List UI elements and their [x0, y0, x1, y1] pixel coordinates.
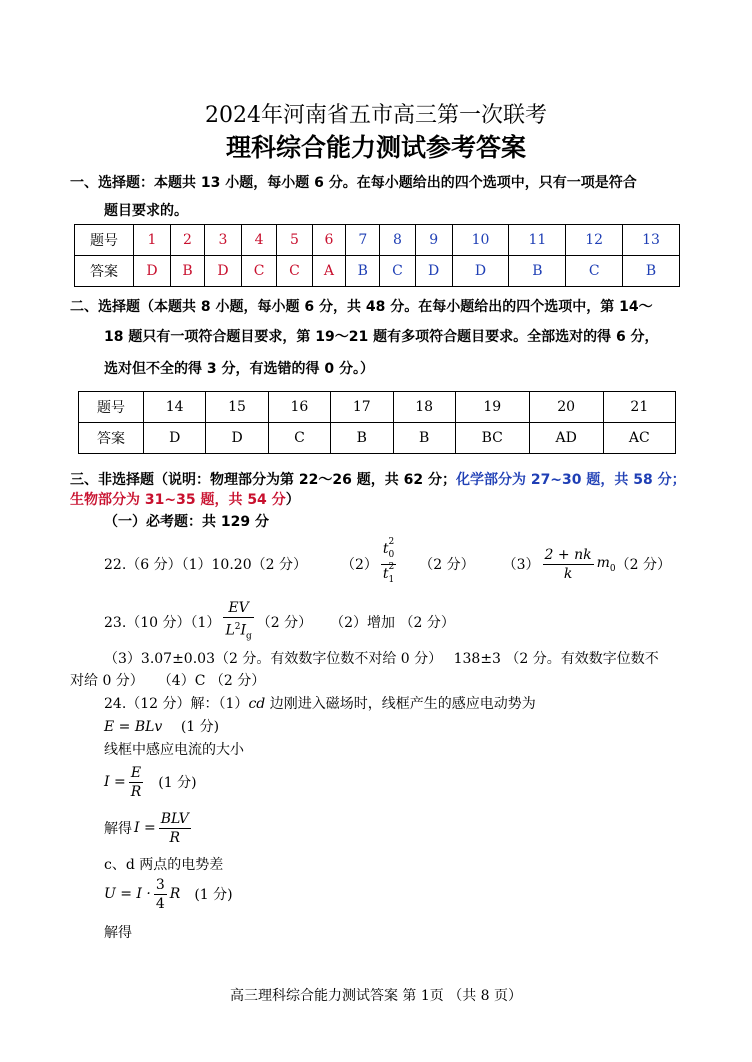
q22-part3-label: （3）: [502, 557, 540, 573]
q23-part1-score: （2 分）: [256, 615, 313, 631]
table1-label-number: 题号: [75, 225, 134, 256]
q24-eq-potential: [104, 874, 233, 914]
table2-label-number: 题号: [79, 392, 144, 423]
table2-answer-cell: AC: [603, 423, 675, 454]
table1-answer-cell: B: [623, 256, 680, 287]
table1-number-cell: 8: [380, 225, 415, 256]
table2-number-cell: 17: [331, 392, 393, 423]
table2-answer-cell: B: [393, 423, 455, 454]
table1-answer-cell: C: [566, 256, 623, 287]
table1-answer-cell: B: [509, 256, 566, 287]
q24-head-rest: 边刚进入磁场时，线框产生的感应电动势为: [265, 696, 536, 712]
q24-eq-potential-den: 4: [155, 895, 165, 912]
q23-fraction-numerator: EV: [223, 599, 253, 618]
q23-part1-fraction: $\frac{EV}{L^2I_g}$: [225, 599, 252, 642]
q22-part2-label: （2）: [340, 557, 378, 573]
q24-eq-current-num: E: [129, 764, 144, 783]
table1-answer-cell: C: [241, 256, 276, 287]
q24-eq-result-fraction: [159, 810, 191, 847]
section2-intro: 二、选择题（本题共 8 小题，每小题 6 分，共 48 分。在每小题给出的四个选项中，第 14～: [70, 299, 653, 315]
q24-eq-result-num: BLV: [160, 810, 189, 827]
exam-title: 2024年河南省五市高三第一次联考: [205, 103, 547, 128]
answer-table-1: [74, 224, 680, 287]
section3-close-paren: ）: [285, 492, 300, 508]
q24-eq-current-score: (1 分): [158, 775, 197, 791]
table1-answer-cell: D: [134, 256, 171, 287]
q22-part2-score: （2 分）: [419, 557, 475, 573]
q24-eq-current-fraction: [129, 764, 144, 801]
section1-intro-cont: 题目要求的。: [104, 203, 188, 219]
q22-part2-fraction: $t_0$ 2 $t_1$ 2: [382, 536, 395, 585]
table2-answer-cell: BC: [455, 423, 529, 454]
q24-solve-label: 解得: [104, 821, 132, 837]
q24-eq-emf: [104, 716, 219, 736]
table2-number-cell: 14: [144, 392, 206, 423]
table1-number-cell: 12: [566, 225, 623, 256]
table2-answer-cell: C: [268, 423, 330, 454]
table1-number-cell: 7: [346, 225, 380, 256]
table1-number-cell: 2: [170, 225, 204, 256]
q24-eq-potential-num: 3: [155, 876, 165, 893]
section3-required: （一）必考题：共 129 分: [104, 514, 269, 530]
table2-number-cell: 20: [529, 392, 603, 423]
table2-answer-cell: D: [206, 423, 268, 454]
table1-answer-cell: C: [277, 256, 312, 287]
table1-label-answer: 答案: [75, 256, 134, 287]
table2-answer-cell: B: [331, 423, 393, 454]
q24-head: 24.（12 分）解：（1）: [104, 696, 249, 712]
table1-number-cell: 9: [415, 225, 452, 256]
q23-part1-label: 23.（10 分）（1）: [104, 615, 221, 631]
section1-intro: 一、选择题：本题共 13 小题，每小题 6 分。在每小题给出的四个选项中，只有一项是符合: [70, 175, 637, 191]
table1-number-cell: 11: [509, 225, 566, 256]
q24-eq-result-lhs: I =: [134, 820, 156, 836]
table1-answer-cell: D: [415, 256, 452, 287]
q23-part4: 对给 0 分） （4）C （2 分）: [70, 673, 266, 689]
section3-intro-cont: [70, 489, 300, 509]
q24-eq-result-den: R: [169, 829, 181, 846]
q24-eq-emf-formula: E = BLv: [104, 719, 163, 735]
q22-part1: 22.（6 分）（1）10.20（2 分）: [104, 557, 307, 573]
section3-intro: [70, 469, 686, 489]
section2-intro-cont1: 18 题只有一项符合题目要求，第 19～21 题有多项符合题目要求。全部选对的得 6 分，: [104, 329, 659, 345]
answer-key-title: 理科综合能力测试参考答案: [225, 133, 526, 162]
q24-eq-current: [104, 762, 197, 802]
q22-part3-score: （2 分）: [615, 557, 671, 573]
section3-physics-note: 三、非选择题（说明：物理部分为第 22～26 题，共 62 分；: [70, 472, 456, 488]
q24-eq-potential-r: R: [169, 886, 181, 902]
table1-number-cell: 6: [312, 225, 346, 256]
q24-eq-potential-fraction: [154, 876, 167, 913]
table1-answer-cell: D: [452, 256, 509, 287]
page-footer: 高三理科综合能力测试答案 第 1页 （共 8 页）: [229, 988, 523, 1004]
table2-label-answer: 答案: [79, 423, 144, 454]
question-24-intro: [104, 693, 536, 713]
section3-biology-note: 生物部分为 31~35 题，共 54 分: [70, 492, 286, 508]
q24-eq-current-den: R: [130, 783, 142, 800]
q22-part3-denominator: k: [563, 565, 573, 582]
table2-answer-cell: AD: [529, 423, 603, 454]
table2-number-cell: 19: [455, 392, 529, 423]
q24-eq-potential-lhs: U = I ·: [104, 886, 151, 902]
q24-eq-current-lhs: I =: [104, 774, 126, 790]
section3-chemistry-note: 化学部分为 27~30 题，共 58 分；: [455, 472, 686, 488]
q24-eq-emf-score: (1 分): [180, 719, 220, 735]
table2-answer-cell: D: [144, 423, 206, 454]
q24-potential-text: c、d 两点的电势差: [104, 857, 224, 873]
table2-number-cell: 18: [393, 392, 455, 423]
q24-eq-potential-score: (1 分): [194, 887, 233, 903]
q24-current-text: 线框中感应电流的大小: [104, 742, 244, 758]
table1-answer-cell: B: [346, 256, 380, 287]
q24-eq-result: [104, 808, 194, 848]
section2-intro-cont2: 选对但不全的得 3 分，有选错的得 0 分。）: [104, 361, 374, 377]
q24-solve-2: 解得: [104, 925, 132, 941]
table1-number-cell: 1: [134, 225, 171, 256]
table1-number-cell: 4: [241, 225, 276, 256]
table2-number-cell: 16: [268, 392, 330, 423]
q23-part2: （2）增加 （2 分）: [330, 615, 455, 631]
answer-table-2: [78, 391, 676, 454]
q24-edge-label: cd: [248, 696, 266, 712]
table1-answer-cell: C: [380, 256, 415, 287]
table2-number-cell: 15: [206, 392, 268, 423]
q23-part3: （3）3.07±0.03（2 分。有效数字位数不对给 0 分） 138±3 （2 分。有效数字位数不: [104, 651, 659, 667]
q22-part3-fraction: [543, 546, 594, 583]
question-23: [104, 598, 455, 646]
question-22: 22.（6 分）（1）10.20（2 分） （2） $t_0$ 2 $t_1$ 2 （2 分） （3） $\frac{2 + nk}{k}$ $m_0$ （2 分）: [104, 540, 671, 588]
table1-number-cell: 3: [205, 225, 242, 256]
q22-part3-numerator: 2 + nk: [544, 546, 592, 563]
table2-number-cell: 21: [603, 392, 675, 423]
table1-number-cell: 13: [623, 225, 680, 256]
table1-answer-cell: A: [312, 256, 346, 287]
table1-number-cell: 10: [452, 225, 509, 256]
table1-answer-cell: B: [170, 256, 204, 287]
table1-answer-cell: D: [205, 256, 242, 287]
table1-number-cell: 5: [277, 225, 312, 256]
